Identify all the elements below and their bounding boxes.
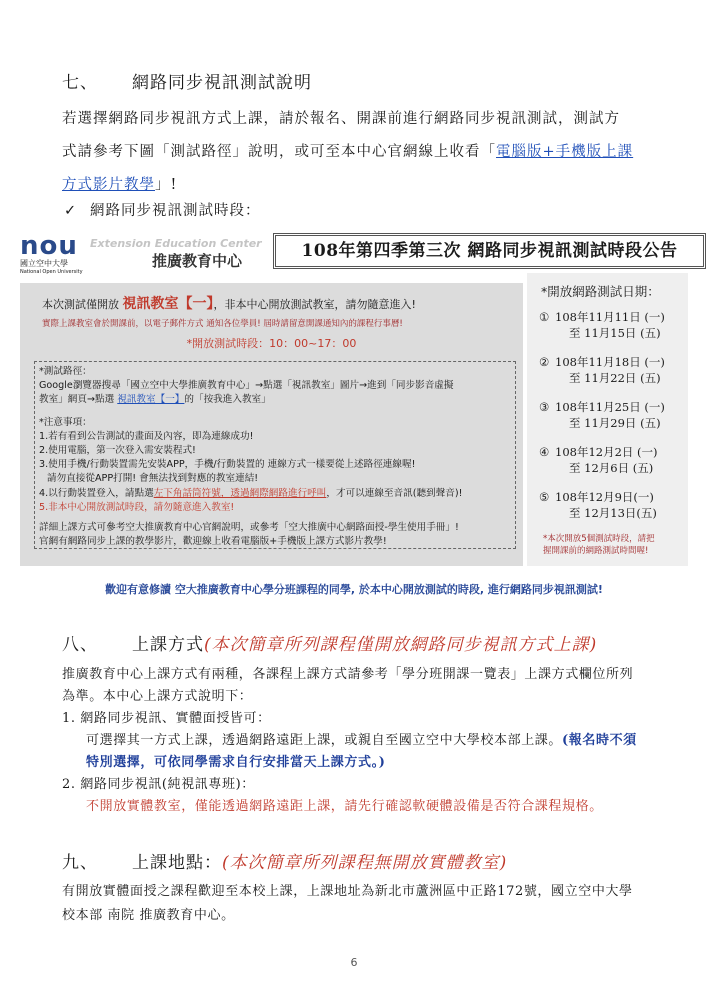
date-mark: ⑤: [539, 490, 550, 504]
nou-logo-sub-en: National Open University: [20, 269, 83, 275]
section-7-line-3: 方式影片教學」!: [62, 177, 178, 193]
detail-2: 官網有網路同步上課的教學影片，歡迎線上收看電腦版+手機版上課方式影片教學!: [39, 536, 387, 548]
notice-line-2: 實際上課教室會於開課前，以電子郵件方式 通知各位學員! 屆時請留意開課通知內的課程行事曆!: [42, 319, 403, 329]
date-end: 至 11月29日 (五): [569, 416, 661, 430]
extension-center-en: Extension Education Center: [90, 237, 262, 250]
video-room-link[interactable]: 視訊教室【一】: [117, 394, 185, 406]
test-date-item: [539, 309, 687, 354]
section-8-title: 上課方式: [132, 635, 204, 655]
section-7-line-1: 若選擇網路同步視訊方式上課，請於報名、開課前進行網路同步視訊測試，測試方: [62, 111, 620, 127]
section-8-para-1: 推廣教育中心上課方式有兩種，各課程上課方式請參考「學分班開課一覽表」上課方式欄位所列: [62, 667, 634, 682]
nou-logo-letters: nou: [20, 231, 78, 261]
date-mark: ①: [539, 310, 550, 324]
section-8-heading: [62, 630, 597, 655]
extension-center-logo: [90, 237, 270, 271]
dates-list: [539, 309, 687, 534]
section-9-para-1: 有開放實體面授之課程歡迎至本校上課，上課地址為新北市蘆洲區中正路172號，國立空中大學: [62, 884, 633, 899]
test-date-item: [539, 354, 687, 399]
section-8-note: (本次簡章所列課程僅開放網路同步視訊方式上課): [204, 635, 598, 655]
date-start: 108年12月9日(一): [555, 490, 654, 504]
date-mark: ③: [539, 400, 550, 414]
date-end: 至 11月22日 (五): [569, 371, 661, 385]
note-3a: 3.使用手機/行動裝置需先安裝APP，手機/行動裝置的 連線方式一樣要從上述路徑連線喔!: [39, 459, 416, 471]
section-7-paragraph: [62, 103, 682, 202]
dates-note: *本次開放5個測試時段，請把 握開課前的網路測試時間喔!: [543, 534, 655, 556]
test-slot-heading-text: 網路同步視訊測試時段：: [90, 203, 261, 219]
video-tutorial-link-1[interactable]: 電腦版+手機版上課: [496, 144, 634, 160]
section-7-heading: [62, 68, 312, 93]
video-tutorial-link-2[interactable]: 方式影片教學: [62, 177, 155, 193]
section-8-item-2: 2. 網路同步視訊(純視訊專班)：: [62, 777, 255, 792]
section-7-title: 網路同步視訊測試說明: [132, 73, 312, 93]
notice-room: 視訊教室【一】: [122, 296, 214, 312]
section-9-note: (本次簡章所列課程無開放實體教室): [222, 853, 508, 873]
detail-1: 詳細上課方式可參考空大推廣教育中心官網說明，或參考「空大推廣中心網路面授-學生使用手冊」!: [39, 522, 459, 534]
section-7-line-2: 式請參考下圖「測試路徑」說明，或可至本中心官網線上收看「電腦版+手機版上課: [62, 144, 634, 160]
nou-logo: [20, 233, 85, 276]
path-line-1: Google瀏覽器搜尋「國立空中大學推廣教育中心」→點選「視訊教室」圖片→進到「同步影音虛擬: [39, 380, 454, 392]
date-start: 108年12月2日 (一): [555, 445, 658, 459]
page-number: 6: [350, 956, 358, 969]
note-1: 1.若有看到公告測試的畫面及內容，即為連線成功!: [39, 430, 254, 442]
date-mark: ②: [539, 355, 550, 369]
note-2: 2.使用電腦，第一次登入需安裝程式!: [39, 445, 196, 457]
date-end: 至 12月13日(五): [569, 506, 657, 520]
section-8-item-1-desc: 可選擇其一方式上課，透過網路遠距上課，或親自至國立空中大學校本部上課。(報名時不須: [86, 733, 637, 748]
test-details-text: [39, 365, 514, 549]
section-9-title: 上課地點：: [132, 853, 222, 873]
test-details-box: [34, 361, 516, 549]
check-icon: ✓: [64, 203, 78, 219]
note-5: 5.非本中心開放測試時段，請勿隨意進入教室!: [39, 501, 235, 513]
date-mark: ④: [539, 445, 550, 459]
section-9-heading: [62, 848, 507, 873]
section-8-body: [62, 664, 682, 818]
section-7-number: 七、: [62, 73, 98, 93]
extension-center-zh: 推廣教育中心: [152, 252, 243, 270]
note-3b: 請勿直接從APP打開! 會無法找到對應的教室連結!: [47, 473, 259, 485]
date-end: 至 12月6日 (五): [569, 461, 654, 475]
test-date-item: [539, 489, 687, 534]
notes-label: *注意事項：: [39, 416, 92, 428]
section-8-item-2-desc: 不開放實體教室，僅能透過網路遠距上課，請先行確認軟硬體設備是否符合課程規格。: [86, 799, 603, 814]
section-9-body: [62, 880, 682, 928]
test-date-item: [539, 444, 687, 489]
test-dates-box: [527, 273, 688, 566]
test-date-item: [539, 399, 687, 444]
open-time: *開放測試時段：10：00~17：00: [186, 337, 357, 350]
announcement-title: 108年第四季第三次 網路同步視訊測試時段公告: [273, 233, 706, 269]
date-start: 108年11月25日 (一): [555, 400, 665, 414]
dates-title: *開放網路測試日期：: [541, 284, 660, 299]
date-end: 至 11月15日 (五): [569, 326, 661, 340]
date-start: 108年11月11日 (一): [555, 310, 665, 324]
path-label: *測試路徑：: [39, 366, 92, 377]
section-9-number: 九、: [62, 853, 98, 873]
section-9-para-2: 校本部 南院 推廣教育中心。: [62, 908, 235, 923]
announcement-panel: [20, 225, 688, 567]
welcome-banner: 歡迎有意修讀 空大推廣教育中心學分班課程的同學, 於本中心開放測試的時段, 進行網路同步視訊測試!: [105, 583, 603, 596]
section-8-item-1: 1. 網路同步視訊、實體面授皆可：: [62, 711, 271, 726]
date-start: 108年11月18日 (一): [555, 355, 665, 369]
note-4: 4.以行動裝置登入，請點選左下角話筒符號，透過網際網路進行呼叫，才可以連線至音訊(聽到聲音)!: [39, 487, 463, 499]
section-8-item-1-desc-bold: 特別選擇，可依同學需求自行安排當天上課方式。): [86, 755, 386, 770]
test-slot-heading: [64, 195, 261, 228]
notice-line-1: 本次測試僅開放 視訊教室【一】，非本中心開放測試教室，請勿隨意進入!: [42, 296, 416, 312]
nou-logo-sub-zh: 國立空中大學: [20, 259, 68, 268]
section-8-number: 八、: [62, 635, 98, 655]
section-8-para-2: 為準。本中心上課方式說明下：: [62, 689, 253, 704]
path-line-2: 教室」網頁→點選 視訊教室【一】的「按我進入教室」: [39, 394, 271, 406]
